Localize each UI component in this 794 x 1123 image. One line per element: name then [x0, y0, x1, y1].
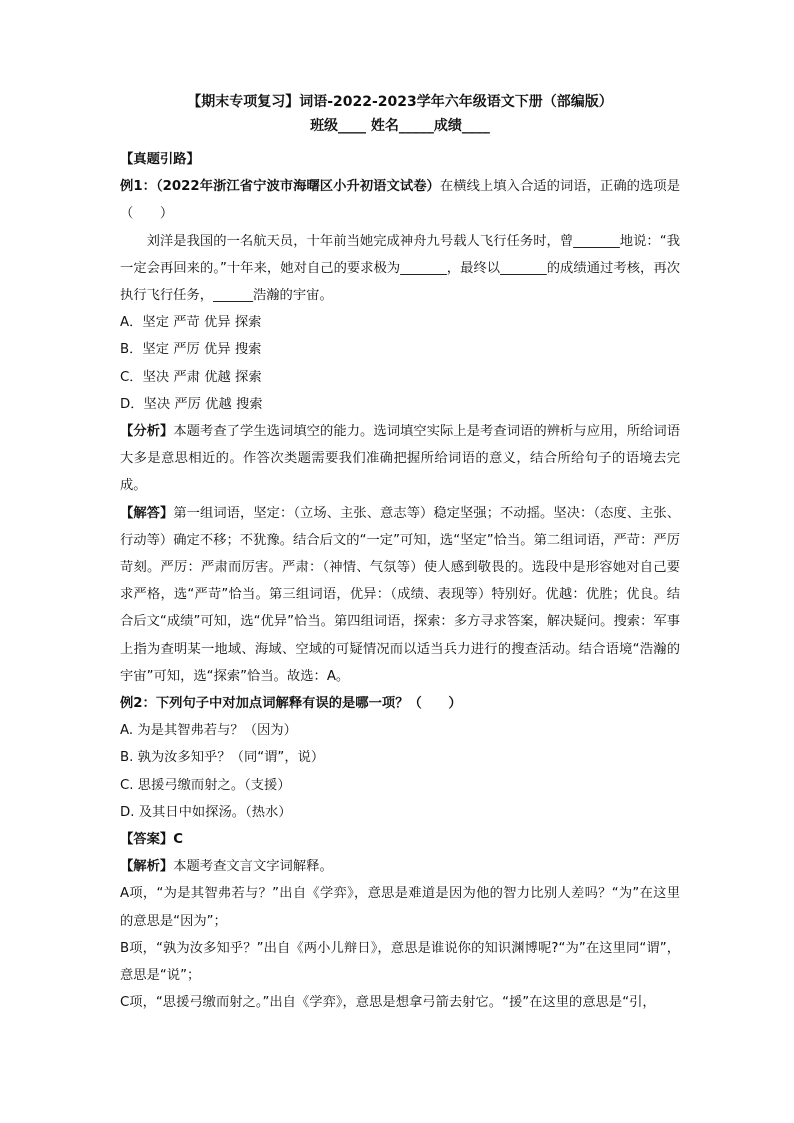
example-1-question: 在横线上填入合适的词语，正确的选项是（ ）	[120, 179, 681, 222]
analysis-text: 本题考查了学生选词填空的能力。选词填空实际上是考查词语的辨析与应用，所给词语大多是意思相近的。作答次类题需要我们准确把握所给词语的意义，结合所给句子的语境去完成。	[120, 424, 681, 494]
example-1-passage: 刘洋是我国的一名航天员，十年前当她完成神舟九号载人飞行任务时，曾_______地说：“我一定会再回来的。”十年来，她对自己的要求极为_______，最终以_______的成绩通过考核，再次执行飞行任务，______浩瀚的宇宙。	[120, 233, 680, 304]
example-1-option-d: D．坚决 严厉 优越 搜索	[120, 396, 263, 412]
explanation-item-b: B项，“孰为汝多知乎？”出自《两小儿辩日》，意思是谁说你的知识渊博呢?“为”在这里同“谓”，意思是“说”；	[120, 940, 680, 984]
analysis-label: 【分析】	[120, 424, 174, 440]
document-page	[120, 92, 680, 1017]
example-2-option-d: D. 及其日中如探汤。（热水）	[120, 804, 292, 820]
example-1-analysis	[120, 418, 680, 500]
example-1-heading	[120, 173, 680, 227]
example-2-explanation	[120, 853, 680, 880]
answer-value: C	[173, 832, 183, 848]
section-heading: 【真题引路】	[120, 152, 200, 167]
explanation-text: 本题考查文言文字词解释。	[173, 859, 333, 875]
document-title: 【期末专项复习】词语-2022-2023学年六年级语文下册（部编版）	[187, 94, 613, 110]
example-1-option-b: B．坚定 严厉 优异 搜索	[120, 342, 262, 358]
example-2-answer	[120, 826, 680, 853]
example-1-option-a: A．坚定 严苛 优异 探索	[120, 315, 262, 331]
example-2-option-a: A. 为是其智弗若与？（因为）	[120, 723, 297, 739]
answer-text: 第一组词语，坚定：（立场、主张、意志等）稳定坚强；不动摇。坚决：（态度、主张、行动等）确定不移；不犹豫。结合后文的“一定”可知，选“坚定”恰当。第二组词语，严苛：严厉苛刻。严厉：严肃而厉害。严肃：（神情、气氛等）使人感到敬畏的。选段中是形容她对自己要求严格，选“严苛”恰当。第三组词语，优异：（成绩、表现等）特别好。优越：优胜；优良。结合后文“成绩”可知，选“优异”恰当。第四组词语，探索：多方寻求答案，解决疑问。搜索：军事上指为查明某一地域、海域、空域的可疑情况而以适当兵力进行的搜查活动。结合语境“浩瀚的宇宙”可知，选“探索”恰当。故选：A。	[120, 505, 681, 684]
explanation-item-c: C项，“思援弓缴而射之。”出自《学弈》，意思是想拿弓箭去射它。“援”在这里的意思是“引，	[120, 995, 656, 1011]
example-2-option-c: C. 思援弓缴而射之。（支援）	[120, 777, 291, 793]
student-info-line: 班级____ 姓名_____成绩____	[310, 118, 490, 134]
answer-label: 【答案】	[120, 832, 174, 848]
example-1-option-c: C．坚决 严肃 优越 探索	[120, 369, 262, 385]
example-2-heading: 例2：下列句子中对加点词解释有误的是哪一项？（ ）	[120, 696, 462, 712]
explanation-label: 【解析】	[120, 859, 174, 875]
explanation-item-a: A项，“为是其智弗若与？”出自《学弈》，意思是难道是因为他的智力比别人差吗？“为”在这里的意思是“因为”；	[120, 886, 680, 929]
answer-label: 【解答】	[120, 505, 174, 521]
example-1-answer	[120, 500, 680, 690]
example-2-option-b: B. 孰为汝多知乎？（同“谓”，说）	[120, 750, 325, 766]
example-1-source: 例1：（2022年浙江省宁波市海曙区小升初语文试卷）	[120, 179, 440, 195]
